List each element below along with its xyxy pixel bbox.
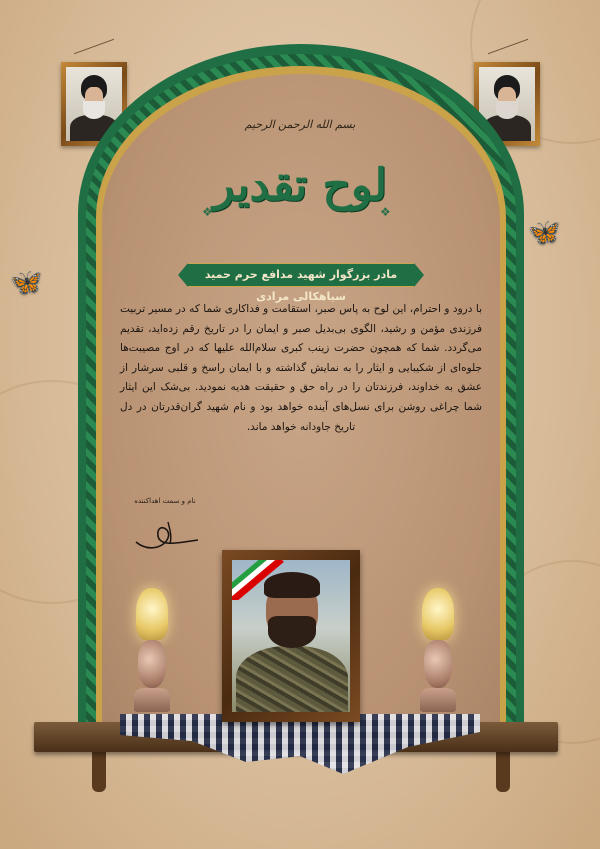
lamp-foot (134, 688, 170, 712)
lamp-glass (136, 588, 168, 640)
butterfly-icon: 🦋 (10, 268, 43, 298)
lamp-base (138, 640, 166, 688)
martyr-photo-frame (222, 550, 360, 722)
signature-icon (128, 512, 206, 556)
butterfly-icon: 🦋 (528, 218, 561, 248)
iran-flag-icon (232, 560, 288, 600)
oil-lamp-left (130, 588, 174, 728)
letter-body: با درود و احترام، این لوح به پاس صبر، استقامت و فداکاری شما که در مسیر تربیت فرزندی مؤمن و رشید، الگوی بی‌بدیل صبر و ایمان را در تاریخ رقم زده‌اید، تقدیم می‌گردد. شما که همچون حضرت زینب کبری سلام‌الله علیها که در اوج مصیبت‌ها جلوه‌ای از شکیبایی و ایثار را به نمایش گذاشته و با ایمان راسخ و قلبی سرشار از عشق به خداوند، فرزندتان را در راه حق و حقیقت هدیه نمودید. بی‌شک این ایثار شما چراغی روشن برای نسل‌های آینده خواهد بود و نام شهید گران‌قدرتان در دل تاریخ جاودانه خواهد ماند. (120, 303, 482, 433)
shelf-bracket (496, 752, 510, 792)
shelf-bracket (92, 752, 106, 792)
ornament-icon: ❖ (380, 205, 391, 219)
oil-lamp-right (416, 588, 460, 728)
lamp-glass (422, 588, 454, 640)
lamp-foot (420, 688, 456, 712)
basmala: بسم الله الرحمن الرحیم (244, 118, 356, 131)
ornament-icon: ❖ (202, 205, 213, 219)
lamp-base (424, 640, 452, 688)
page-title: لوح تقدیر (213, 160, 387, 211)
recipient-banner: مادر بزرگوار شهید مدافع حرم حمید سیاهکالی مرادی (188, 263, 414, 287)
signature-label: نام و سمت اهداکننده (134, 497, 196, 505)
martyr-photo (232, 560, 350, 712)
